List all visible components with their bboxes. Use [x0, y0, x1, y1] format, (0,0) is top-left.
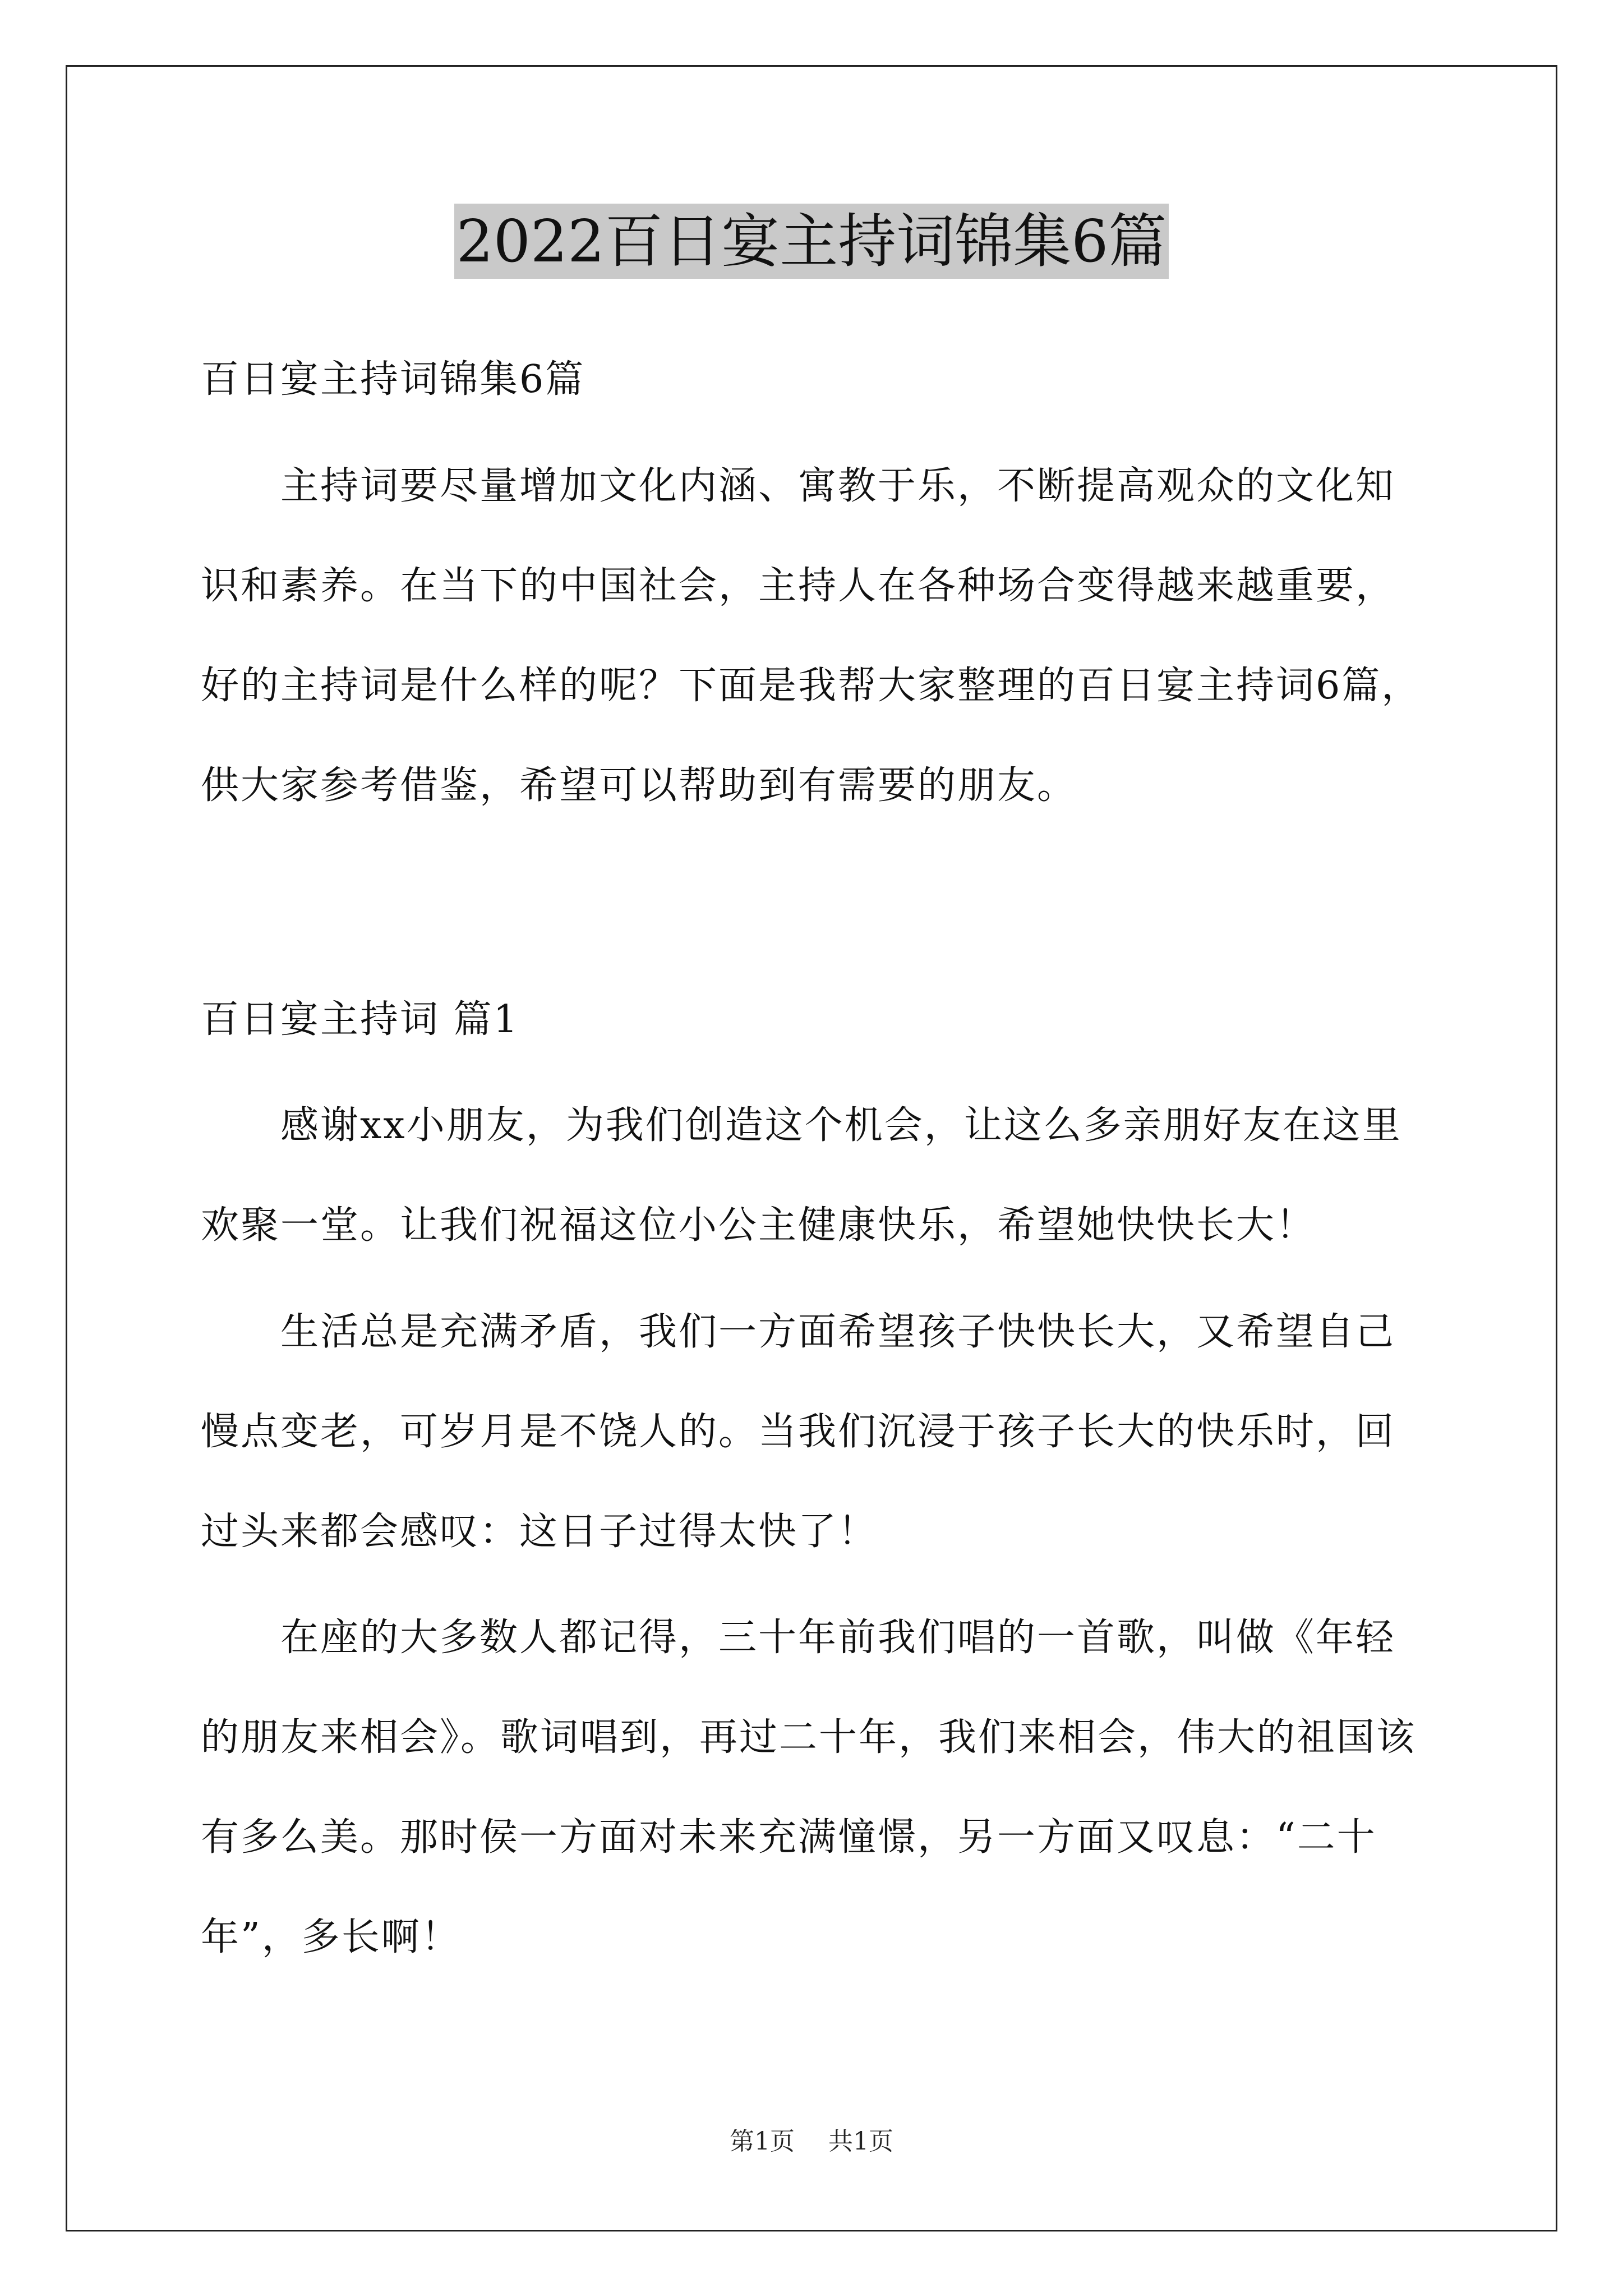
intro-paragraph-line: 供大家参考借鉴，希望可以帮助到有需要的朋友。	[201, 763, 1077, 808]
intro-paragraph-line: 好的主持词是什么样的呢？下面是我帮大家整理的百日宴主持词6篇，	[201, 664, 1422, 708]
section-paragraph-line: 的朋友来相会》。歌词唱到，再过二十年，我们来相会，伟大的祖国该	[201, 1715, 1417, 1760]
document-title	[0, 202, 1623, 280]
page-total: 共1页	[828, 2127, 893, 2156]
document-subtitle: 百日宴主持词锦集6篇	[201, 357, 585, 402]
section-paragraph-line: 欢聚一堂。让我们祝福这位小公主健康快乐，希望她快快长大！	[201, 1203, 1316, 1248]
section-paragraph-line: 年”，多长啊！	[201, 1915, 461, 1959]
section-paragraph-line: 有多么美。那时侯一方面对未来充满憧憬，另一方面又叹息：“二十	[201, 1815, 1377, 1860]
document-title-text: 2022百日宴主持词锦集6篇	[454, 204, 1169, 279]
section-paragraph-line: 在座的大多数人都记得，三十年前我们唱的一首歌，叫做《年轻	[280, 1616, 1396, 1660]
page-footer	[0, 2125, 1623, 2159]
section-paragraph-line: 慢点变老，可岁月是不饶人的。当我们沉浸于孩子长大的快乐时，回	[201, 1410, 1396, 1454]
section-paragraph-line: 过头来都会感叹：这日子过得太快了！	[201, 1510, 878, 1554]
section-paragraph-line: 感谢xx小朋友，为我们创造这个机会，让这么多亲朋好友在这里	[280, 1103, 1402, 1148]
intro-paragraph-line: 主持词要尽量增加文化内涵、寓教于乐，不断提高观众的文化知	[280, 464, 1396, 508]
section-heading: 百日宴主持词 篇1	[201, 997, 519, 1042]
section-paragraph-line: 生活总是充满矛盾，我们一方面希望孩子快快长大，又希望自己	[280, 1310, 1396, 1354]
page-number: 第1页	[730, 2127, 795, 2156]
intro-paragraph-line: 识和素养。在当下的中国社会，主持人在各种场合变得越来越重要，	[201, 564, 1396, 608]
